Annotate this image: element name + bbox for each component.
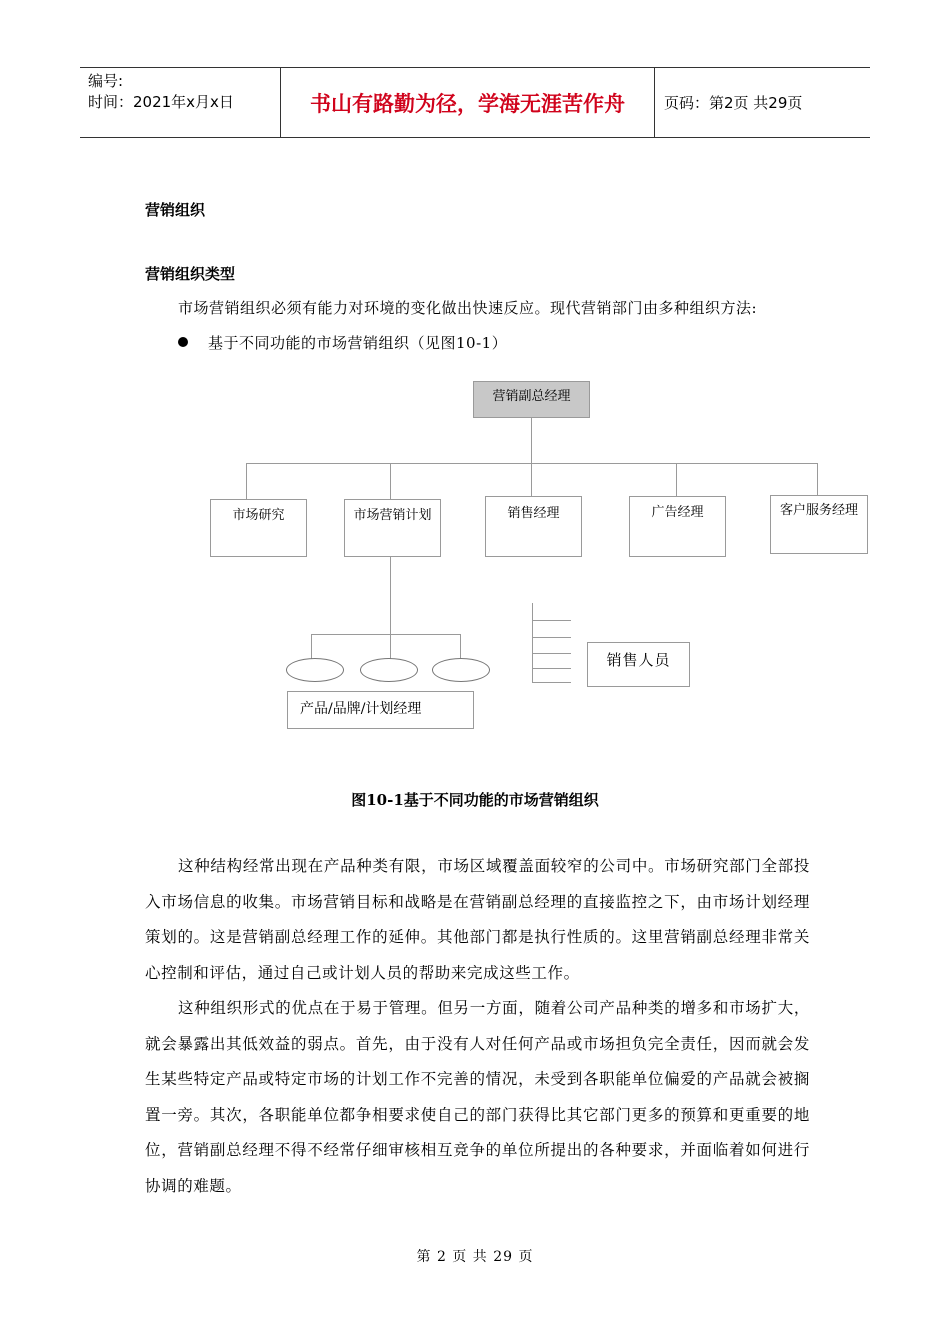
connector-line [311, 634, 312, 659]
connector-line [531, 418, 532, 463]
header-number: 编号: [88, 72, 124, 90]
connector-line [246, 463, 247, 499]
page-header [80, 67, 870, 138]
connector-line [390, 634, 391, 659]
org-node-product-managers: 产品/品牌/计划经理 [287, 691, 474, 729]
org-node-ellipse [286, 658, 344, 682]
connector-line [390, 463, 391, 499]
org-node-ellipse [432, 658, 490, 682]
org-node-dept: 销售经理 [485, 496, 582, 557]
org-node-ellipse [360, 658, 418, 682]
header-time: 时间：2021年x月x日 [88, 93, 234, 111]
connector-line [533, 668, 571, 669]
subsection-title: 营销组织类型 [145, 265, 236, 283]
org-node-dept: 市场研究 [210, 499, 307, 557]
connector-line [311, 634, 460, 635]
org-node-vp: 营销副总经理 [473, 381, 590, 418]
connector-line [533, 637, 571, 638]
page-footer: 第 2 页 共 29 页 [416, 1249, 534, 1265]
body-paragraph: 这种组织形式的优点在于易于管理。但另一方面，随着公司产品种类的增多和市场扩大，就会暴露出其低效益的弱点。首先，由于没有人对任何产品或市场担负完全责任，因而就会发生某些特定产品或特定市场的计划工作不完善的情况，未受到各职能单位偏爱的产品就会被搁置一旁。其次，各职能单位都争相要求使自己的部门获得比其它部门更多的预算和更重要的地位，营销副总经理不得不经常仔细审核相互竞争的单位所提出的各种要求，并面临着如何进行协调的难题。 [145, 999, 810, 1195]
connector-line [817, 463, 818, 495]
connector-line [533, 653, 571, 654]
connector-line [676, 463, 677, 496]
connector-line [531, 463, 532, 496]
body-paragraph: 这种结构经常出现在产品种类有限，市场区域覆盖面较窄的公司中。市场研究部门全部投入市场信息的收集。市场营销目标和战略是在营销副总经理的直接监控之下，由市场计划经理策划的。这是营销副总经理工作的延伸。其他部门都是执行性质的。这里营销副总经理非常关心控制和评估，通过自己或计划人员的帮助来完成这些工作。 [145, 857, 810, 982]
org-node-sales-staff: 销售人员 [587, 642, 690, 687]
header-page-number: 页码：第2页 共29页 [664, 94, 803, 112]
org-node-dept: 广告经理 [629, 496, 726, 557]
connector-line [532, 603, 533, 683]
figure-caption: 图10-1基于不同功能的市场营销组织 [351, 791, 599, 809]
section-title: 营销组织 [145, 201, 206, 219]
bullet-icon [178, 337, 188, 347]
bullet-item: 基于不同功能的市场营销组织（见图10-1） [208, 334, 508, 352]
org-node-dept: 客户服务经理 [770, 495, 868, 554]
header-motto: 书山有路勤为径，学海无涯苦作舟 [281, 68, 655, 137]
intro-text: 市场营销组织必须有能力对环境的变化做出快速反应。现代营销部门由多种组织方法: [178, 299, 758, 317]
connector-line [460, 634, 461, 659]
connector-line [533, 620, 571, 621]
org-node-dept: 市场营销计划 [344, 499, 441, 557]
connector-line [390, 557, 391, 634]
connector-line [533, 682, 571, 683]
header-left-cell [80, 68, 281, 137]
